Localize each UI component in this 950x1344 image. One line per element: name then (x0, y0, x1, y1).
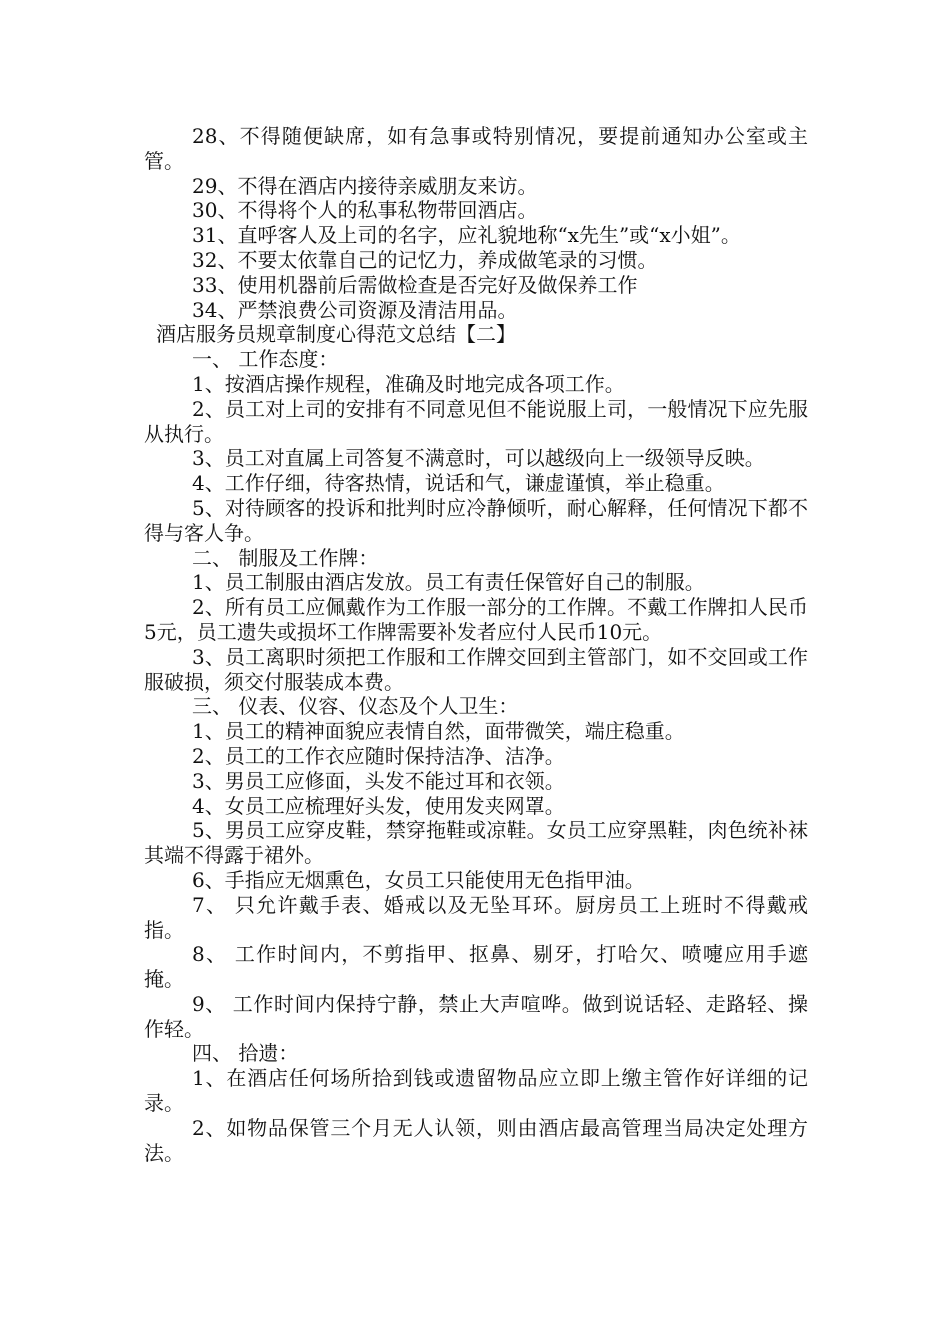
appearance-item-1: 1、员工的精神面貌应表情自然，面带微笑，端庄稳重。 (192, 719, 685, 744)
heading-appearance: 三、 仪表、仪容、仪态及个人卫生： (192, 694, 519, 719)
appearance-item-8: 8、 工作时间内，不剪指甲、抠鼻、剔牙，打哈欠、喷嚏应用手遮掩。 (144, 942, 808, 992)
appearance-item-2: 2、员工的工作衣应随时保持洁净、洁净。 (192, 743, 565, 768)
appearance-item-9: 9、 工作时间内保持宁静，禁止大声喧哗。做到说话轻、走路轻、操作轻。 (144, 991, 808, 1041)
rule-30: 30、不得将个人的私事私物带回酒店。 (192, 198, 538, 223)
attitude-item-4: 4、工作仔细，待客热情，说话和气，谦虚谨慎，举止稳重。 (192, 471, 725, 496)
rule-29: 29、不得在酒店内接待亲威朋友来访。 (192, 173, 538, 198)
attitude-item-1: 1、按酒店操作规程，准确及时地完成各项工作。 (192, 371, 625, 396)
attitude-item-2: 2、员工对上司的安排有不同意见但不能说服上司，一般情况下应先服从执行。 (144, 396, 808, 446)
document-page (144, 124, 808, 1165)
rule-32: 32、不要太依靠自己的记忆力，养成做笔录的习惯。 (192, 247, 658, 272)
lost-found-item-2: 2、如物品保管三个月无人认领，则由酒店最高管理当局决定处理方法。 (144, 1115, 808, 1165)
rule-31: 31、直呼客人及上司的名字，应礼貌地称“x先生”或“x小姐”。 (192, 223, 741, 248)
appearance-item-7: 7、 只允许戴手表、婚戒以及无坠耳环。厨房员工上班时不得戴戒指。 (144, 892, 808, 942)
attitude-item-5: 5、对待顾客的投诉和批判时应冷静倾听，耐心解释，任何情况下都不得与客人争。 (144, 495, 808, 545)
section-title: 酒店服务员规章制度心得范文总结【二】 (156, 322, 516, 347)
appearance-item-4: 4、女员工应梳理好头发，使用发夹网罩。 (192, 793, 565, 818)
appearance-item-6: 6、手指应无烟熏色，女员工只能使用无色指甲油。 (192, 867, 645, 892)
uniform-item-2: 2、所有员工应佩戴作为工作服一部分的工作牌。不戴工作牌扣人民币5元，员工遗失或损坏工作牌需要补发者应付人民币10元。 (144, 595, 808, 644)
rule-28: 28、不得随便缺席，如有急事或特别情况，要提前通知办公室或主管。 (144, 124, 808, 173)
uniform-item-3: 3、员工离职时须把工作服和工作牌交回到主管部门，如不交回或工作服破损，须交付服装成本费。 (144, 644, 808, 694)
attitude-item-3: 3、员工对直属上司答复不满意时，可以越级向上一级领导反映。 (192, 446, 765, 471)
rule-34: 34、严禁浪费公司资源及清洁用品。 (192, 297, 518, 322)
heading-work-attitude: 一、 工作态度： (192, 347, 339, 372)
heading-lost-found: 四、 拾遗： (192, 1041, 299, 1066)
heading-uniform: 二、 制服及工作牌： (192, 545, 379, 570)
appearance-item-5: 5、男员工应穿皮鞋，禁穿拖鞋或凉鞋。女员工应穿黑鞋，肉色统补袜其端不得露于裙外。 (144, 818, 808, 868)
rule-33: 33、使用机器前后需做检查是否完好及做保养工作 (192, 272, 638, 297)
appearance-item-3: 3、男员工应修面，头发不能过耳和衣领。 (192, 768, 565, 793)
lost-found-item-1: 1、在酒店任何场所拾到钱或遗留物品应立即上缴主管作好详细的记录。 (144, 1066, 808, 1116)
uniform-item-1: 1、员工制服由酒店发放。员工有责任保管好自己的制服。 (192, 570, 705, 595)
